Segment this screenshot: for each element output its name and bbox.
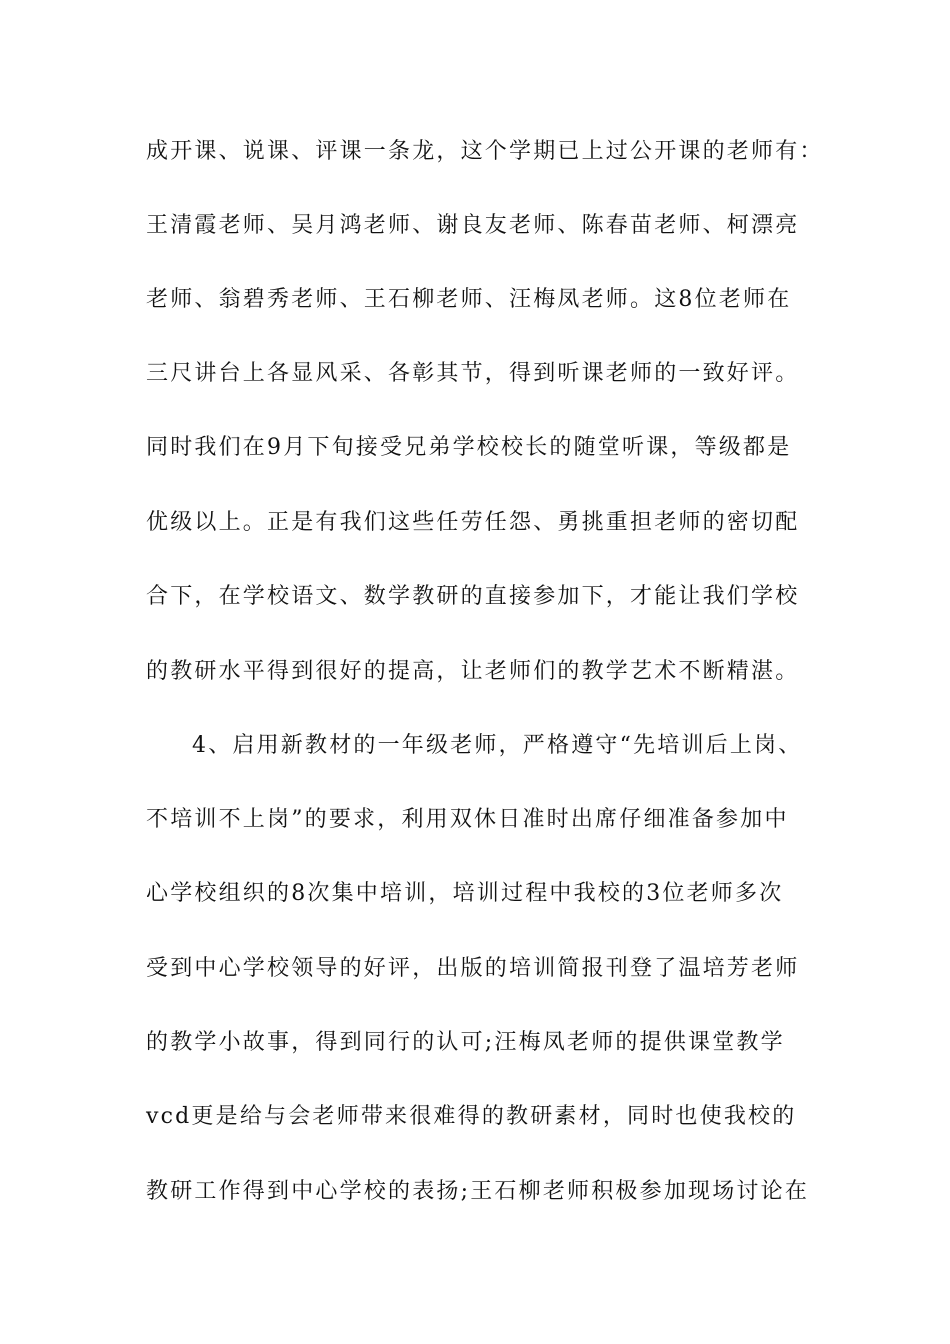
text-line: 教研工作得到中心学校的表扬;王石柳老师积极参加现场讨论在: [146, 1179, 810, 1204]
text-line: 受到中心学校领导的好评，出版的培训简报刊登了温培芳老师: [146, 956, 800, 981]
text-line: 三尺讲台上各显风采、各彰其节，得到听课老师的一致好评。: [146, 361, 800, 386]
text-line: 合下，在学校语文、数学教研的直接参加下，才能让我们学校: [146, 584, 800, 609]
text-line: 的教学小故事，得到同行的认可;汪梅凤老师的提供课堂教学: [146, 1030, 785, 1055]
text-line: 王清霞老师、吴月鸿老师、谢良友老师、陈春苗老师、柯漂亮: [146, 213, 800, 238]
text-line: 成开课、说课、评课一条龙，这个学期已上过公开课的老师有：: [146, 139, 824, 164]
text-line: vcd更是给与会老师带来很难得的教研素材，同时也使我校的: [146, 1104, 797, 1129]
text-line: 老师、翁碧秀老师、王石柳老师、汪梅凤老师。这8位老师在: [146, 287, 792, 312]
text-line: 同时我们在9月下旬接受兄弟学校校长的随堂听课，等级都是: [146, 435, 792, 460]
paragraph-start-line: 4、启用新教材的一年级老师，严格遵守“先培训后上岗、: [192, 733, 803, 758]
text-line: 不培训不上岗”的要求，利用双休日准时出席仔细准备参加中: [146, 807, 789, 832]
text-line: 优级以上。正是有我们这些任劳任怨、勇挑重担老师的密切配: [146, 510, 800, 535]
text-line: 的教研水平得到很好的提高，让老师们的教学艺术不断精湛。: [146, 659, 800, 684]
text-line: 心学校组织的8次集中培训，培训过程中我校的3位老师多次: [146, 881, 784, 906]
